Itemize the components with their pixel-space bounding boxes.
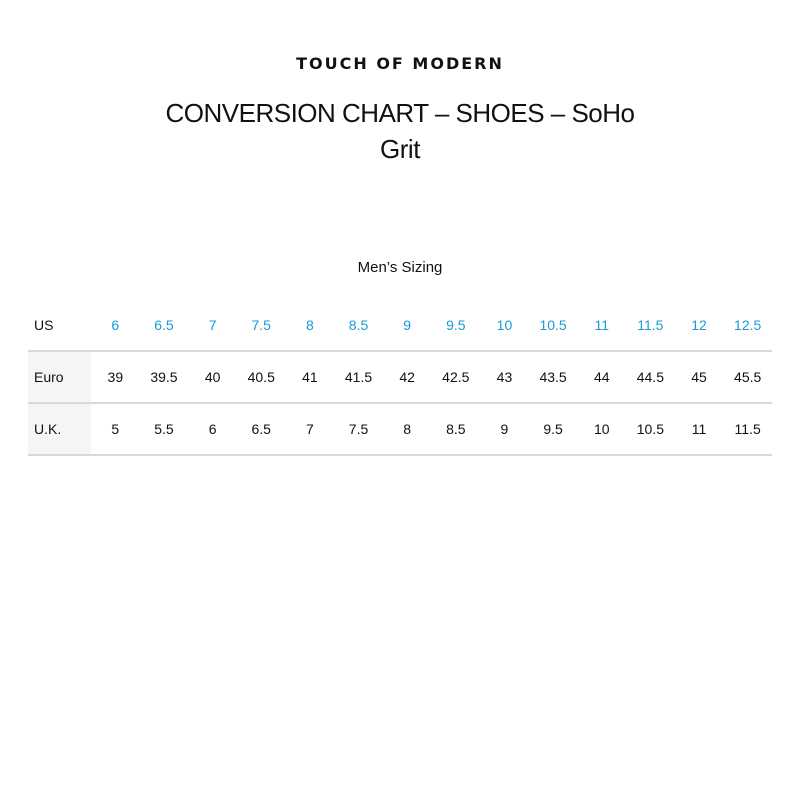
table-cell: 41.5 xyxy=(334,351,383,403)
table-cell: 40.5 xyxy=(237,351,286,403)
table-cell: 6.5 xyxy=(154,317,174,333)
brand-logo: TOUCH OF MODERN xyxy=(296,54,504,73)
table-cell: 6 xyxy=(188,403,237,455)
table-cell: 10 xyxy=(577,403,626,455)
table-cell: 10.5 xyxy=(626,403,675,455)
title-line-2: Grit xyxy=(380,134,420,164)
table-cell: 5.5 xyxy=(140,403,189,455)
row-label-us: US xyxy=(34,317,54,333)
table-cell: 11 xyxy=(675,403,724,455)
table-cell: 5 xyxy=(91,403,140,455)
table-cell: 43 xyxy=(480,351,529,403)
table-cell: 42.5 xyxy=(431,351,480,403)
table-cell: 12 xyxy=(691,317,707,333)
table-cell: 6 xyxy=(111,317,120,333)
table-cell: 7.5 xyxy=(334,403,383,455)
table-cell: 8 xyxy=(383,403,432,455)
table-cell: 8 xyxy=(305,317,314,333)
table-cell: 42 xyxy=(383,351,432,403)
title-line-1: CONVERSION CHART – SHOES – SoHo xyxy=(165,98,635,128)
page-title xyxy=(0,95,800,167)
size-conversion-table xyxy=(28,300,772,456)
table-cell: 44 xyxy=(577,351,626,403)
table-cell: 45.5 xyxy=(723,351,772,403)
table-cell: 7 xyxy=(286,403,335,455)
table-cell: 9.5 xyxy=(529,403,578,455)
table-cell: 12.5 xyxy=(734,317,762,333)
table-cell: 8.5 xyxy=(431,403,480,455)
table-cell: 9 xyxy=(403,317,412,333)
table-cell: 11.5 xyxy=(637,317,664,333)
row-label-euro: Euro xyxy=(28,351,91,403)
table-cell: 39 xyxy=(91,351,140,403)
table-cell: 7.5 xyxy=(251,317,271,333)
table-row-uk xyxy=(28,403,772,455)
table-cell: 11.5 xyxy=(723,403,772,455)
table-cell: 10.5 xyxy=(539,317,567,333)
table-cell: 7 xyxy=(208,317,217,333)
table-row-us xyxy=(28,300,772,351)
section-subtitle: Men’s Sizing xyxy=(357,259,443,276)
table-cell: 6.5 xyxy=(237,403,286,455)
table-cell: 10 xyxy=(496,317,513,333)
table-cell: 8.5 xyxy=(348,317,369,333)
row-label-uk: U.K. xyxy=(28,403,91,455)
table-cell: 41 xyxy=(286,351,335,403)
table-row-euro xyxy=(28,351,772,403)
table-cell: 11 xyxy=(594,317,609,333)
table-cell: 44.5 xyxy=(626,351,675,403)
table-cell: 9 xyxy=(480,403,529,455)
table-cell: 39.5 xyxy=(140,351,189,403)
table-cell: 40 xyxy=(188,351,237,403)
table-cell: 43.5 xyxy=(529,351,578,403)
table-cell: 9.5 xyxy=(446,317,466,333)
table-cell: 45 xyxy=(675,351,724,403)
